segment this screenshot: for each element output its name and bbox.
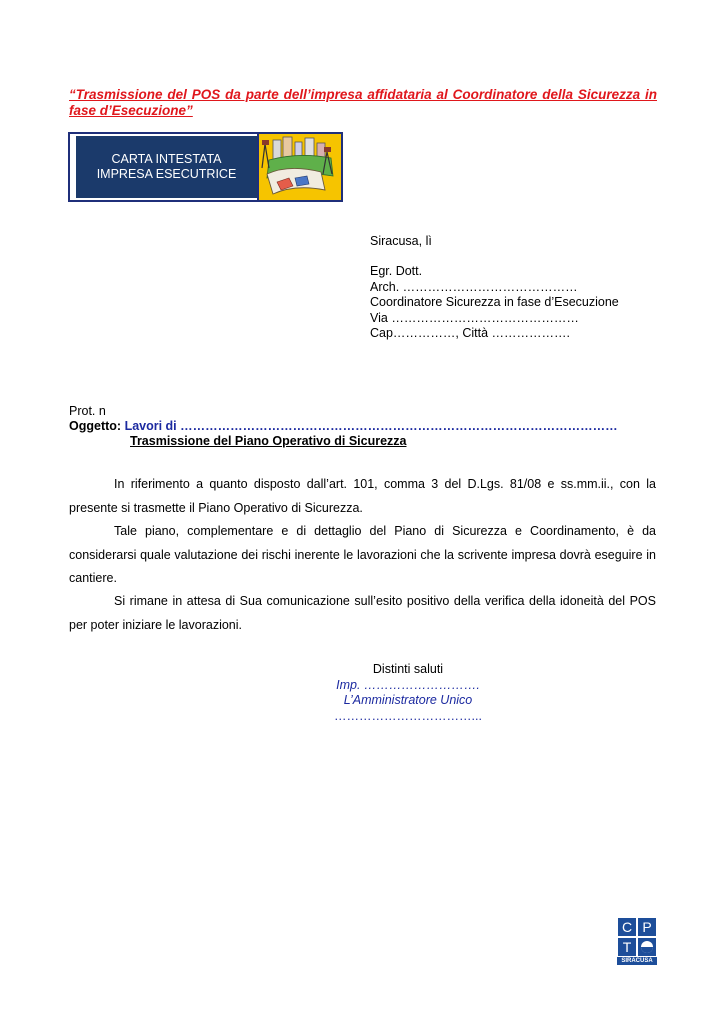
logo-letter-c: C <box>621 919 633 935</box>
closing-signature-line: ……………………………... <box>334 709 482 723</box>
protocol-number: Prot. n <box>69 404 106 418</box>
logo-letter-p: P <box>642 919 652 935</box>
subject-works: Lavori di …………………………………………………………………………………………… <box>124 419 618 433</box>
construction-illustration <box>257 134 341 200</box>
recipient-salutation: Egr. Dott. <box>370 264 423 278</box>
document-title-line-2: fase d’Esecuzione” <box>69 103 193 118</box>
letterhead-box <box>68 132 343 202</box>
blueprint-site-icon <box>259 134 341 196</box>
document-title-line-1: “Trasmissione del POS da parte dell’impresa affidataria al Coordinatore della Sicurezza in <box>69 87 657 102</box>
recipient-address: Via ……………………………………… <box>370 311 579 325</box>
closing-role: L’Amministratore Unico <box>343 693 473 707</box>
body-paragraph-1: In riferimento a quanto disposto dall’art. 101, comma 3 del D.Lgs. 81/08 e ss.mm.ii., con la presente si trasmette il Piano Operativo di Sicurezza. <box>69 477 656 515</box>
letterhead-text-block <box>72 136 257 198</box>
letterhead-line-1: CARTA INTESTATA <box>111 152 222 166</box>
closing-company: Imp. ………………………. <box>336 678 480 692</box>
body-paragraph-2: Tale piano, complementare e di dettaglio del Piano di Sicurezza e Coordinamento, è da considerarsi quale valutazione dei rischi inerente le lavorazioni che la scrivente impresa dovrà eseguire in cantiere. <box>69 524 656 585</box>
recipient-arch: Arch. …………………………………… <box>370 280 578 294</box>
recipient-role: Coordinatore Sicurezza in fase d’Esecuzione <box>370 295 619 309</box>
logo-city: SIRACUSA <box>621 958 653 964</box>
body-paragraph-3: Si rimane in attesa di Sua comunicazione sull’esito positivo della verifica della idoneità del POS per poter iniziare le lavorazioni. <box>69 594 656 632</box>
subject-title: Trasmissione del Piano Operativo di Sicurezza <box>130 434 407 448</box>
letterhead-line-2: IMPRESA ESECUTRICE <box>96 167 237 181</box>
closing-greeting: Distinti saluti <box>372 662 444 676</box>
place-date: Siracusa, lì <box>370 234 432 248</box>
logo-letter-t: T <box>622 939 632 955</box>
subject-label: Oggetto: <box>69 419 122 433</box>
recipient-city: Cap……………, Città ………………. <box>370 326 571 340</box>
cpt-siracusa-logo <box>617 917 657 965</box>
